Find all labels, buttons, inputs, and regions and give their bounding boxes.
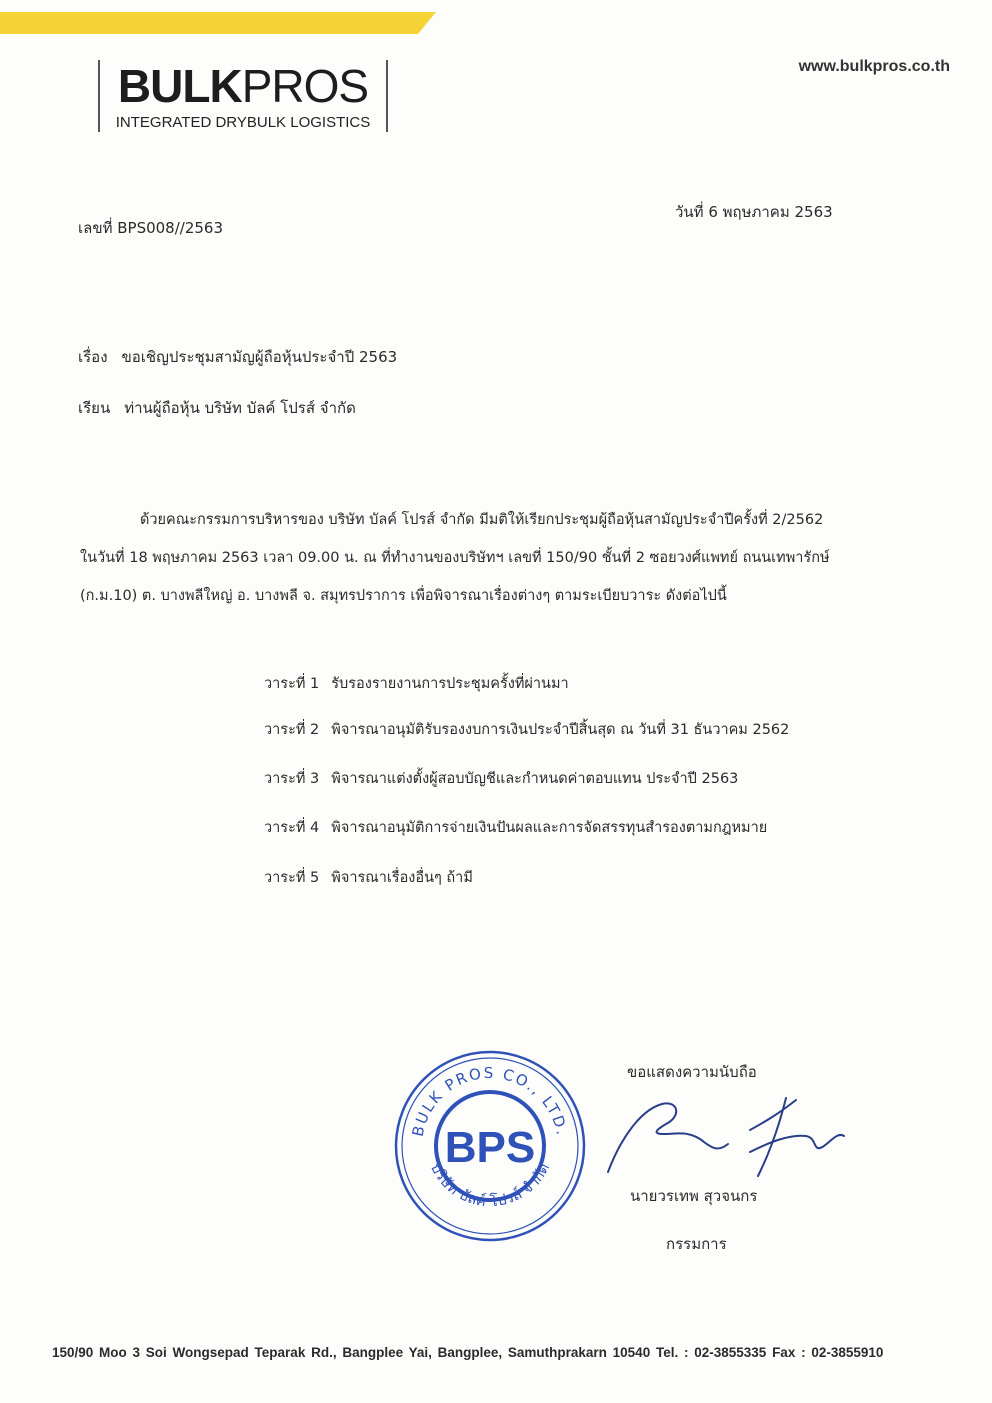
recipient-label: เรียน (78, 399, 111, 417)
agenda-text: รับรองรายงานการประชุมครั้งที่ผ่านมา (331, 676, 569, 692)
agenda-text: พิจารณาเรื่องอื่นๆ ถ้ามี (331, 870, 473, 886)
handwritten-signature (600, 1090, 860, 1180)
seal-center-text: BPS (444, 1123, 536, 1172)
subject-label: เรื่อง (78, 348, 108, 366)
agenda-label: วาระที่ 5 (264, 870, 320, 886)
agenda-item (264, 816, 767, 839)
footer-fax: Fax : 02-3855910 (772, 1345, 884, 1360)
agenda-label: วาระที่ 3 (264, 771, 320, 787)
agenda-label: วาระที่ 2 (264, 722, 320, 738)
agenda-text: พิจารณาอนุมัติการจ่ายเงินปันผลและการจัดสรรทุนสำรองตามกฎหมาย (331, 820, 768, 836)
seal-bottom-text: บริษัท บัลค์ โปรส์ จำกัด (426, 1160, 554, 1211)
agenda-item (264, 866, 473, 889)
footer-address: 150/90 Moo 3 Soi Wongsepad Teparak Rd., Bangplee Yai, Bangplee, Samuthprakarn 10540 (52, 1345, 651, 1360)
footer-contact (52, 1345, 883, 1360)
agenda-label: วาระที่ 1 (264, 676, 320, 692)
agenda-text: พิจารณาอนุมัติรับรองงบการเงินประจำปีสิ้นสุด ณ วันที่ 31 ธันวาคม 2562 (331, 722, 790, 738)
recipient-text: ท่านผู้ถือหุ้น บริษัท บัลค์ โปรส์ จำกัด (124, 399, 356, 417)
website-link[interactable]: www.bulkpros.co.th (798, 58, 950, 75)
recipient-line (78, 396, 356, 420)
agenda-text: พิจารณาแต่งตั้งผู้สอบบัญชีและกำหนดค่าตอบแทน ประจำปี 2563 (331, 771, 739, 787)
agenda-label: วาระที่ 4 (264, 820, 320, 836)
logo-wordmark: BULKPROS (117, 60, 369, 112)
letter-date: วันที่ 6 พฤษภาคม 2563 (675, 203, 833, 221)
body-paragraph-line: ด้วยคณะกรรมการบริหารของ บริษัท บัลค์ โปรส์ จำกัด มีมติให้เรียกประชุมผู้ถือหุ้นสามัญประจำปีครั้งที่ 2/2562 (140, 512, 824, 528)
agenda-item (264, 767, 738, 790)
agenda-item (264, 718, 789, 741)
logo-tagline: INTEGRATED DRYBULK LOGISTICS (115, 114, 371, 131)
subject-line (78, 345, 397, 369)
body-paragraph-line: (ก.ม.10) ต. บางพลีใหญ่ อ. บางพลี จ. สมุทรปราการ เพื่อพิจารณาเรื่องต่างๆ ตามระเบียบวาระ ดังต่อไปนี้ (80, 588, 727, 604)
agenda-item (264, 672, 569, 695)
body-paragraph-line: ในวันที่ 18 พฤษภาคม 2563 เวลา 09.00 น. ณ ที่ทำงานของบริษัทฯ เลขที่ 150/90 ชั้นที่ 2 ซอยวงศ์แพทย์ ถนนเทพารักษ์ (80, 550, 830, 566)
signer-name: นายวรเทพ สุวจนกร (630, 1187, 758, 1205)
company-seal-stamp (392, 1048, 588, 1244)
signer-title: กรรมการ (666, 1235, 727, 1253)
seal-top-text: BULK PROS CO., LTD. (408, 1063, 572, 1139)
reference-number: เลขที่ BPS008//2563 (78, 219, 223, 237)
subject-text: ขอเชิญประชุมสามัญผู้ถือหุ้นประจำปี 2563 (121, 348, 398, 366)
footer-tel: Tel. : 02-3855335 (655, 1345, 767, 1360)
company-logo (98, 60, 388, 132)
closing-line: ขอแสดงความนับถือ (627, 1063, 757, 1081)
